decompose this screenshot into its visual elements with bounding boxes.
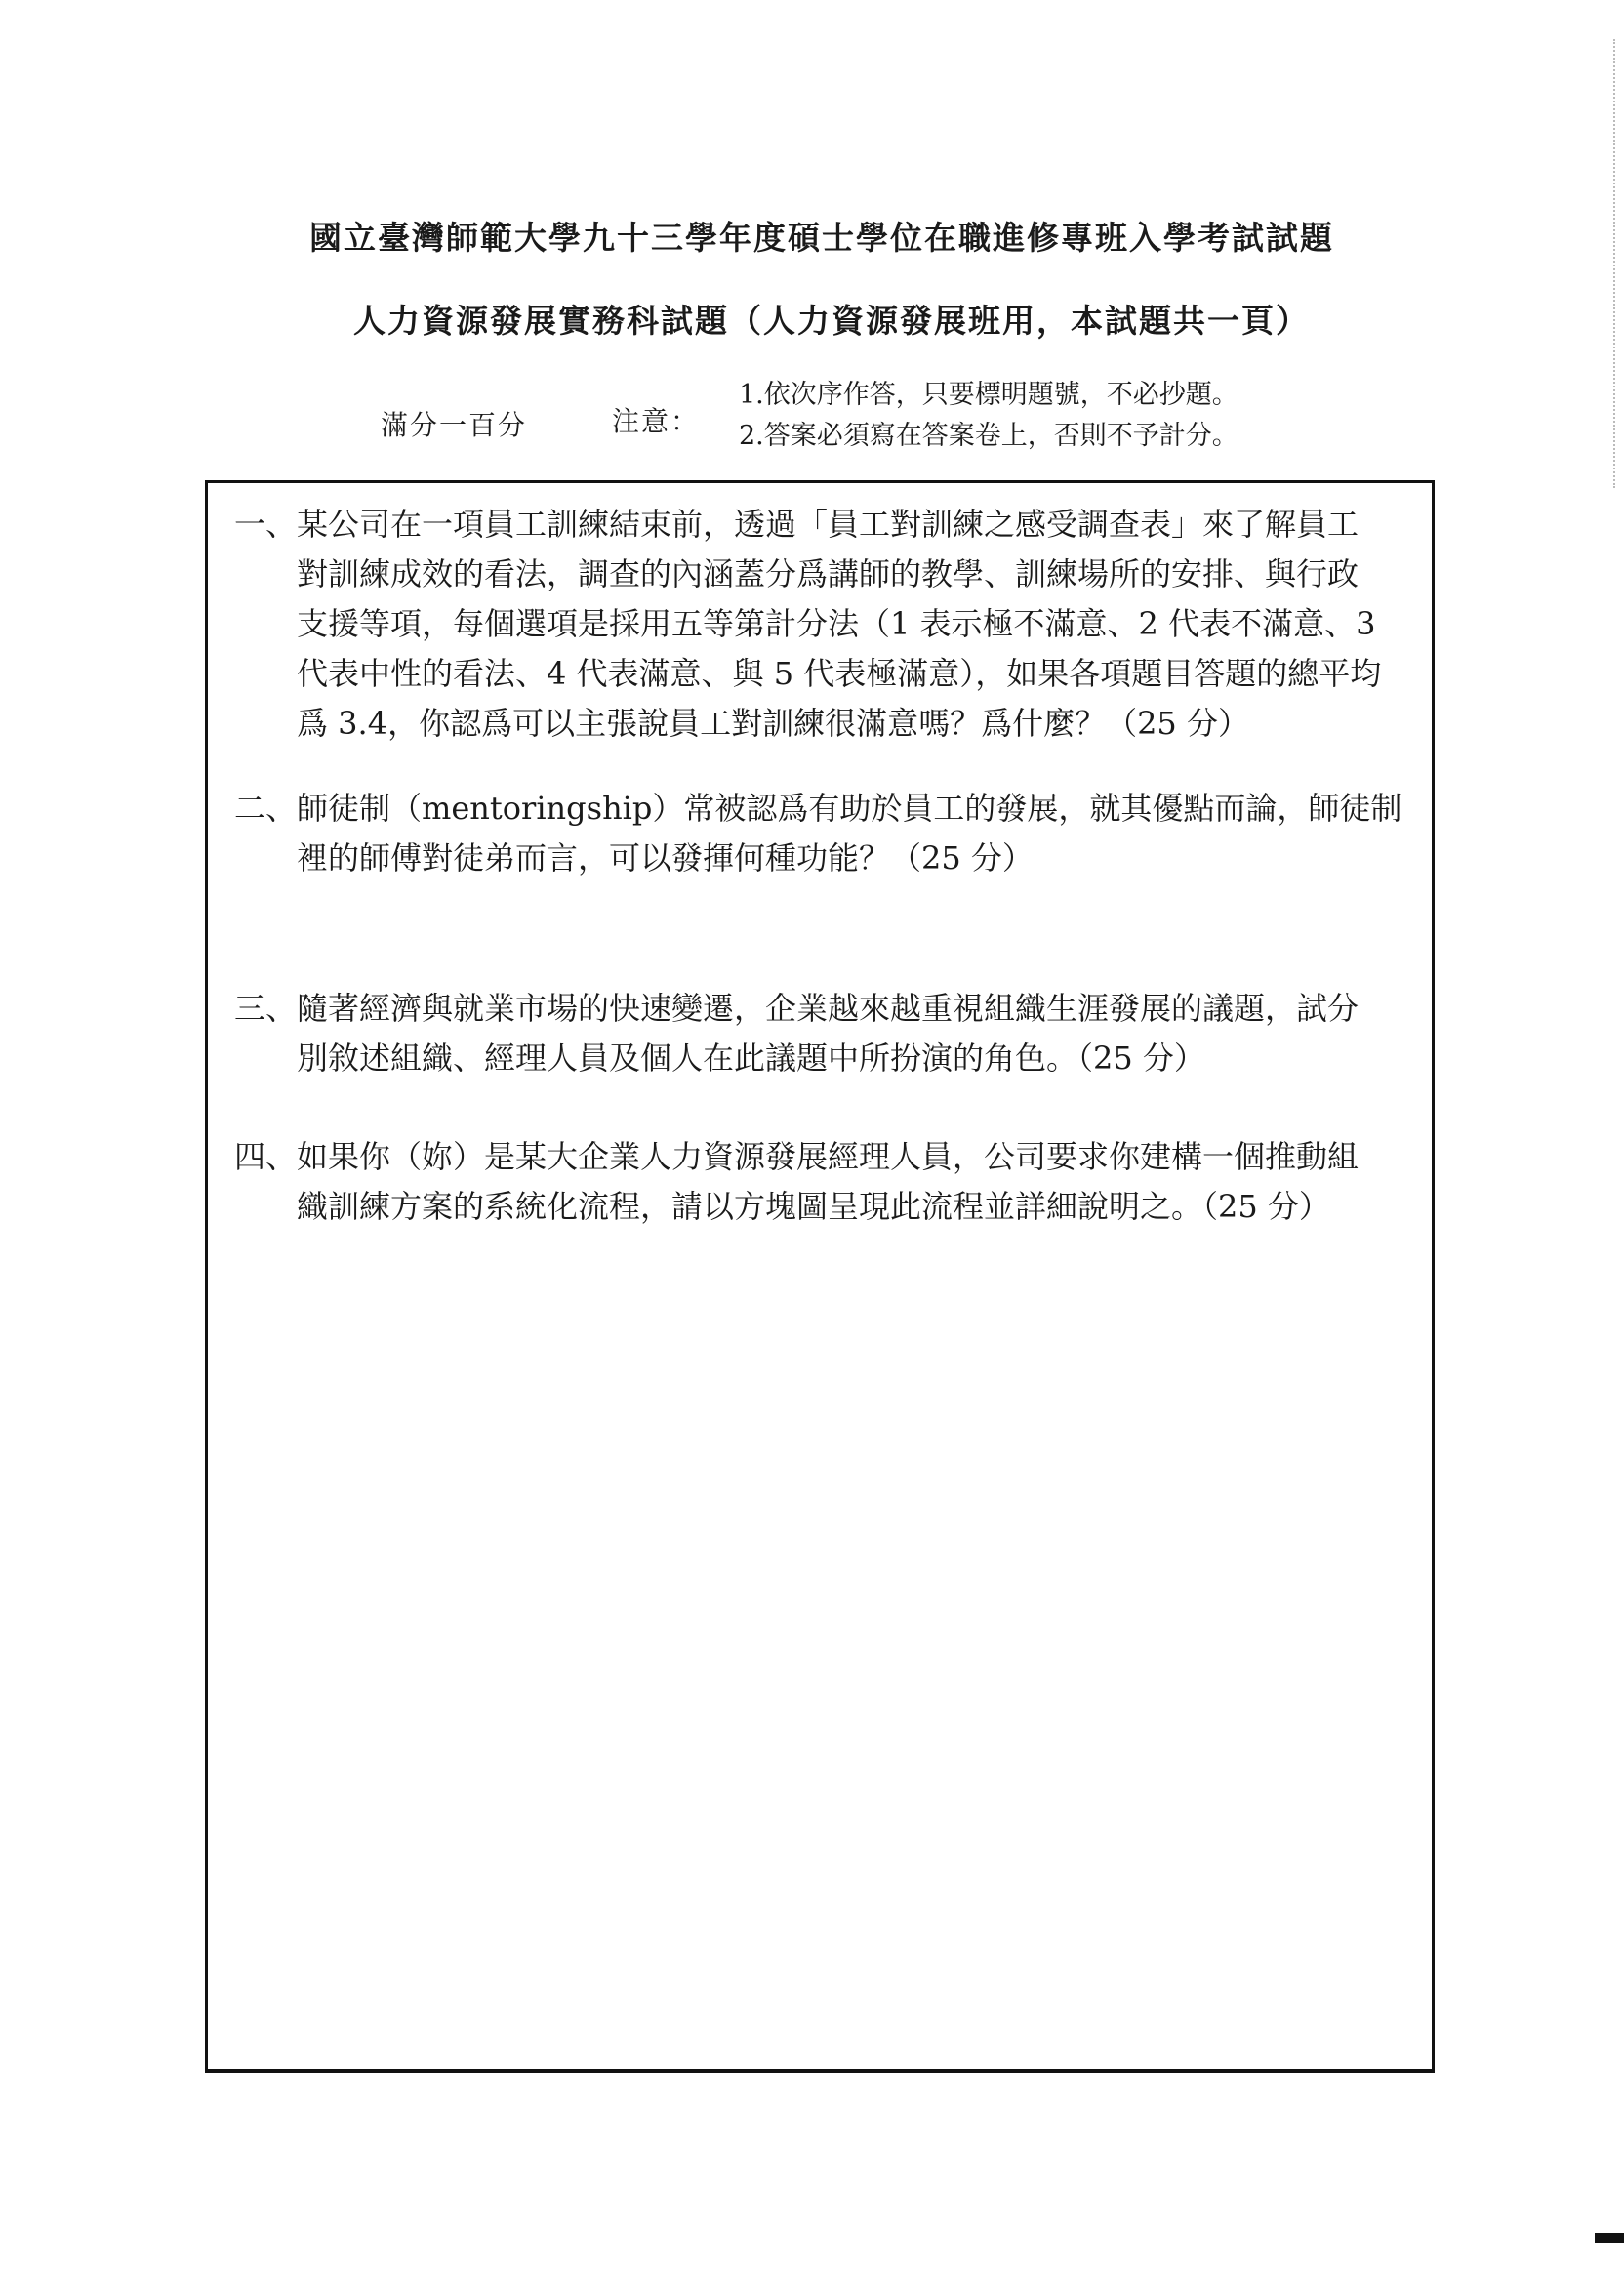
question-line: 爲 3.4，你認爲可以主張說員工對訓練很滿意嗎？爲什麼？（25 分） xyxy=(297,705,1249,742)
question-line: 支援等項，每個選項是採用五等第計分法（1 表示極不滿意、2 代表不滿意、3 xyxy=(297,605,1376,642)
question-3 xyxy=(234,984,1415,1083)
scan-edge-line xyxy=(1613,39,1616,488)
question-2 xyxy=(234,784,1415,883)
question-line: 四、如果你（妳）是某大企業人力資源發展經理人員，公司要求你建構一個推動組 xyxy=(234,1138,1360,1175)
question-line: 一、某公司在一項員工訓練結束前，透過「員工對訓練之感受調查表」來了解員工 xyxy=(234,506,1360,543)
exam-subtitle: 人力資源發展實務科試題（人力資源發展班用，本試題共一頁） xyxy=(353,302,1310,340)
question-4 xyxy=(234,1132,1415,1232)
notice-item: 1.依次序作答，只要標明題號，不必抄題。 xyxy=(739,380,1238,410)
question-line: 代表中性的看法、4 代表滿意、與 5 代表極滿意），如果各項題目答題的總平均 xyxy=(297,655,1382,692)
full-score-label: 滿分一百分 xyxy=(381,409,528,441)
question-box xyxy=(205,480,1435,2073)
exam-title: 國立臺灣師範大學九十三學年度碩士學位在職進修專班入學考試試題 xyxy=(309,219,1334,257)
notice-list xyxy=(739,375,1238,457)
question-line: 裡的師傅對徒弟而言，可以發揮何種功能？（25 分） xyxy=(297,839,1034,877)
question-line: 二、師徒制（mentoringship）常被認爲有助於員工的發展，就其優點而論，師徒制 xyxy=(234,790,1402,827)
question-1 xyxy=(234,500,1415,749)
question-line: 織訓練方案的系統化流程，請以方塊圖呈現此流程並詳細說明之。（25 分） xyxy=(297,1188,1330,1225)
question-line: 對訓練成效的看法，調查的內涵蓋分爲講師的教學、訓練場所的安排、與行政 xyxy=(297,555,1360,592)
question-line: 別敘述組織、經理人員及個人在此議題中所扮演的角色。（25 分） xyxy=(297,1040,1205,1077)
notice-item: 2.答案必須寫在答案卷上，否則不予計分。 xyxy=(739,421,1238,451)
scan-edge-mark xyxy=(1595,2233,1624,2243)
question-line: 三、隨著經濟與就業市場的快速變遷，企業越來越重視組織生涯發展的議題，試分 xyxy=(234,990,1360,1027)
notice-label: 注意： xyxy=(612,405,701,437)
